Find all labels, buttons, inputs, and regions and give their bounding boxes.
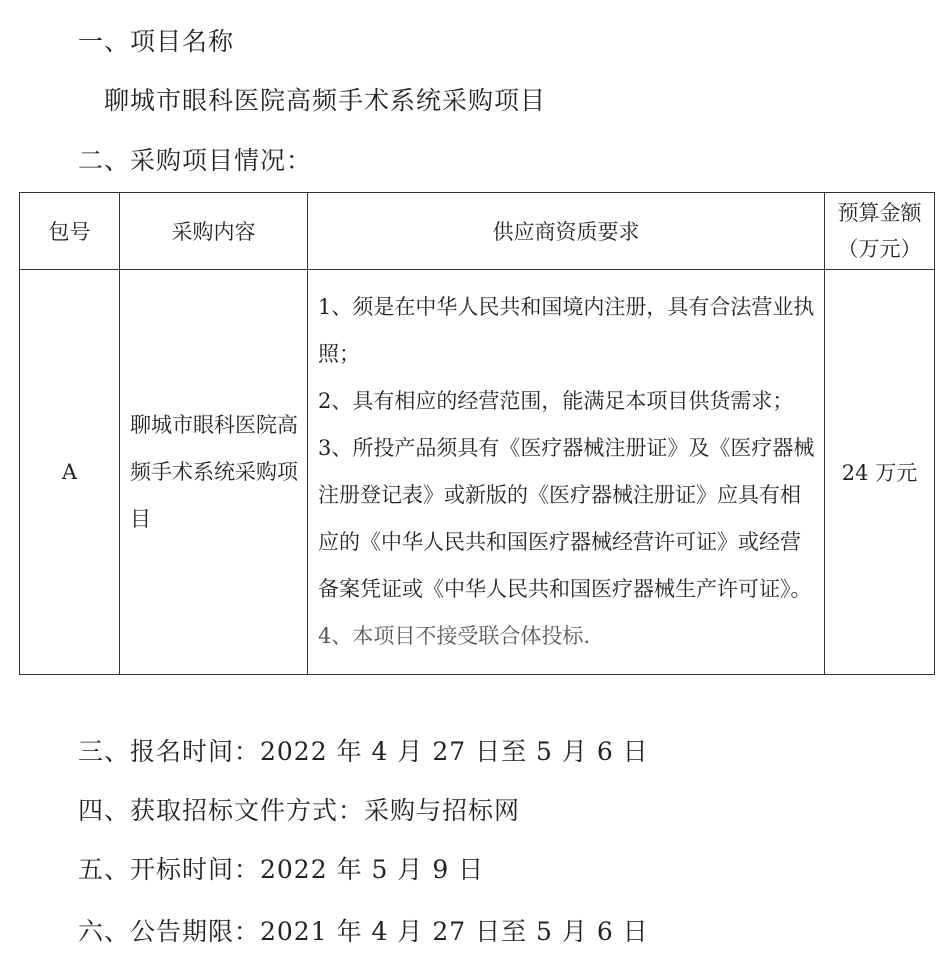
header-content: 采购内容 <box>120 193 308 270</box>
section-1-title: 一、项目名称 <box>78 27 235 56</box>
table-header-row <box>20 193 935 270</box>
section-3-registration-time: 三、报名时间：2022 年 4 月 27 日至 5 月 6 日 <box>78 737 649 766</box>
section-2-title: 二、采购项目情况： <box>78 146 313 175</box>
section-6-notice-period: 六、公告期限：2021 年 4 月 27 日至 5 月 6 日 <box>78 917 649 946</box>
cell-budget: 24 万元 <box>825 270 935 675</box>
section-5-bid-opening-time: 五、开标时间：2022 年 5 月 9 日 <box>78 855 485 884</box>
header-budget-line1: 预算金额 <box>837 201 922 225</box>
header-budget-line2: （万元） <box>837 237 922 261</box>
requirement-4: 4、本项目不接受联合体投标. <box>318 624 591 648</box>
requirement-2: 2、具有相应的经营范围，能满足本项目供货需求； <box>318 389 794 413</box>
requirement-1: 1、须是在中华人民共和国境内注册，具有合法营业执照； <box>318 295 815 366</box>
table-row <box>20 270 935 675</box>
header-package: 包号 <box>20 193 120 270</box>
header-budget <box>825 193 935 270</box>
cell-requirements <box>308 270 825 675</box>
section-4-tender-document-method: 四、获取招标文件方式：采购与招标网 <box>78 796 521 825</box>
cell-content: 聊城市眼科医院高频手术系统采购项目 <box>120 270 308 675</box>
requirement-3: 3、所投产品须具有《医疗器械注册证》及《医疗器械注册登记表》或新版的《医疗器械注册证》应具有相应的《中华人民共和国医疗器械经营许可证》或经营备案凭证或《中华人民共和国医疗器械生产许可证》。 <box>318 436 815 601</box>
procurement-table <box>19 192 935 675</box>
cell-package: A <box>20 270 120 675</box>
project-name: 聊城市眼科医院高频手术系统采购项目 <box>104 86 547 115</box>
header-requirements: 供应商资质要求 <box>308 193 825 270</box>
